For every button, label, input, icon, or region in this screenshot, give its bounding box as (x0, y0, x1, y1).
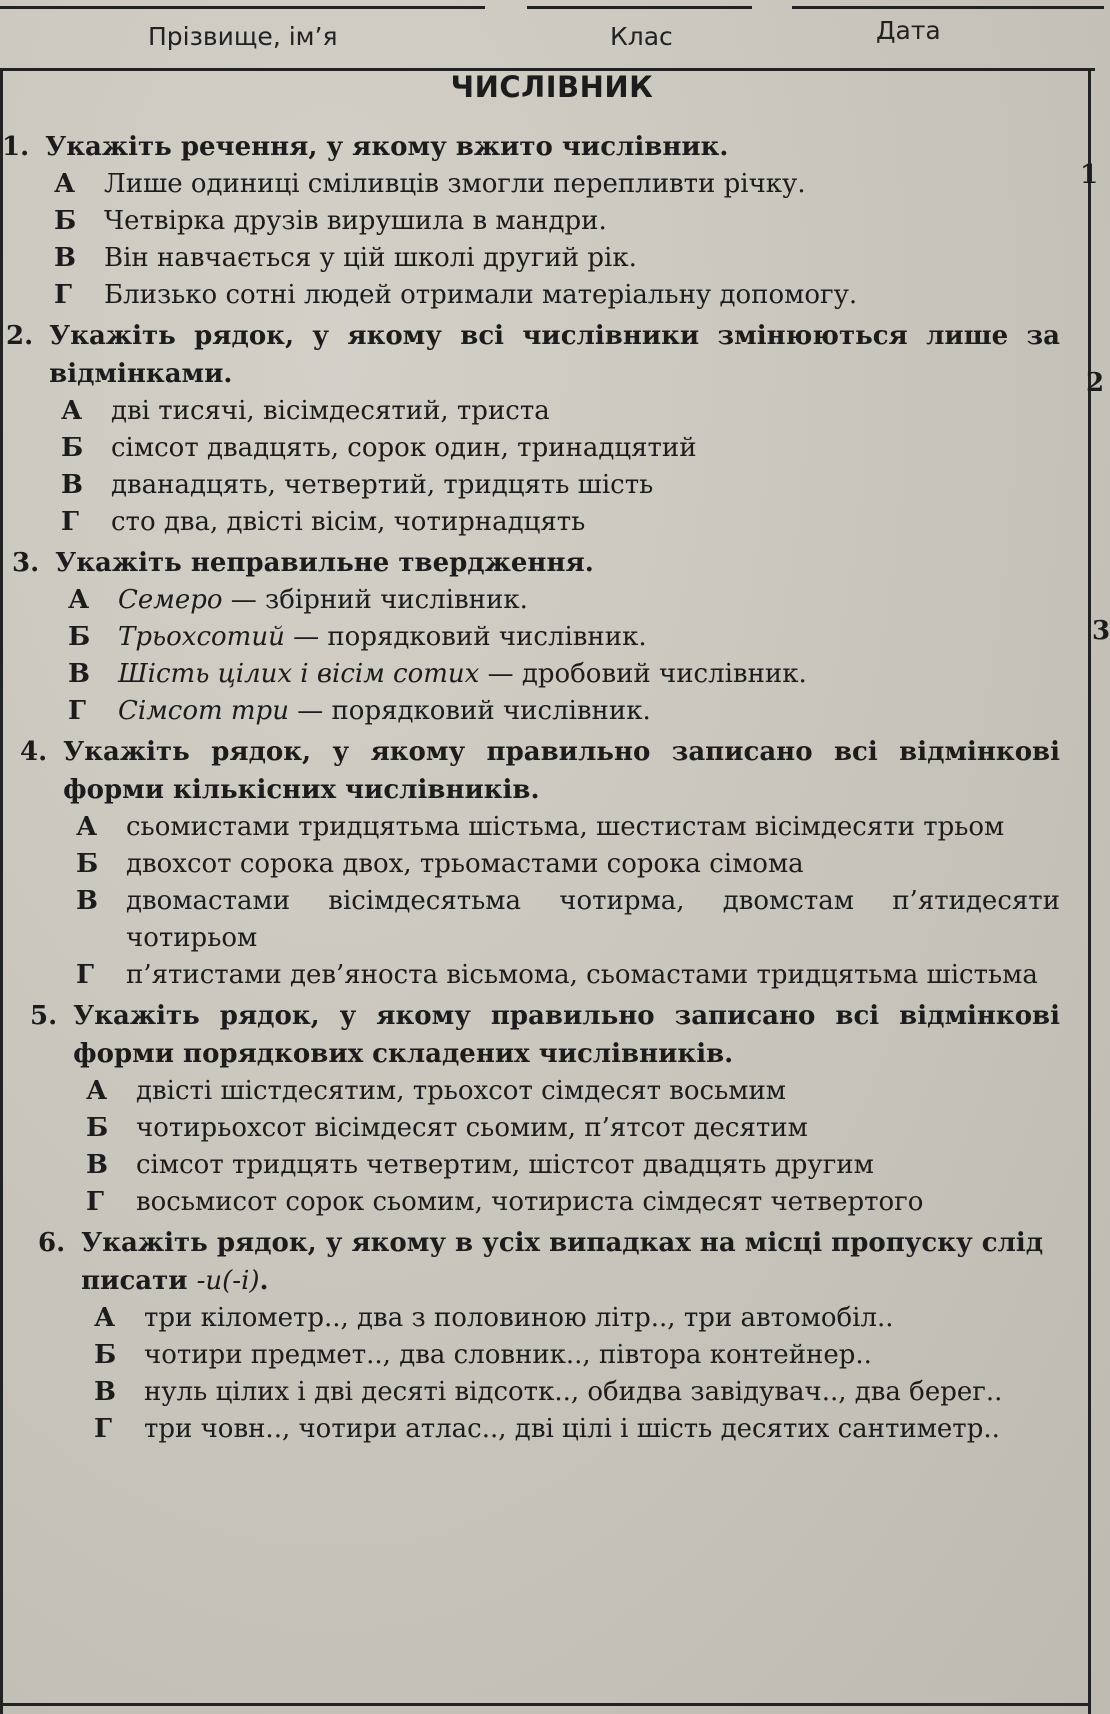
answer-option-h[interactable] (68, 693, 1060, 730)
answer-option-a[interactable] (61, 393, 1060, 430)
question-number: 3. (12, 548, 40, 578)
option-rest: — дробовий числівник. (479, 659, 807, 689)
option-letter: В (68, 659, 90, 689)
option-text: Лише одиниці сміливців змогли перепливти річку. (104, 169, 806, 199)
question-4 (0, 733, 1060, 994)
option-letter: Б (86, 1113, 109, 1143)
answer-option-v[interactable] (68, 656, 1060, 693)
date-field-label: Дата (876, 16, 941, 45)
answer-option-b[interactable] (61, 430, 1060, 467)
answer-option-v[interactable] (61, 467, 1060, 504)
answer-option-b[interactable] (86, 1110, 1060, 1147)
option-letter: Б (61, 433, 84, 463)
question-2 (0, 317, 1060, 541)
option-letter: А (86, 1076, 108, 1106)
answer-option-b[interactable] (94, 1337, 1060, 1374)
question-number: 6. (38, 1228, 66, 1258)
option-letter: Г (68, 696, 86, 726)
option-text: нуль цілих і дві десяті відсотк.., обидва завідувач.., два берег.. (144, 1377, 1003, 1407)
question-stem (20, 733, 1060, 809)
option-rest: — збірний числівник. (222, 585, 528, 615)
answer-option-a[interactable] (86, 1073, 1060, 1110)
option-rest: — порядковий числівник. (288, 696, 651, 726)
answer-option-v[interactable] (54, 240, 1060, 277)
option-letter: В (54, 243, 76, 273)
question-stem (38, 1224, 1060, 1300)
option-text: восьмисот сорок сьомим, чотириста сімдесят четвертого (136, 1187, 924, 1217)
question-stem (12, 544, 1060, 582)
answer-option-b[interactable] (76, 846, 1060, 883)
answer-option-v[interactable] (76, 883, 1060, 957)
option-text: двомастами вісімдесятьма чотирма, двомстам п’ятидесяти чотирьом (126, 886, 1060, 953)
option-text: чотирьохсот вісімдесят сьомим, п’ятсот десятим (136, 1113, 808, 1143)
name-field-label: Прізвище, ім’я (148, 22, 338, 51)
margin-number-2: 2 (1086, 368, 1105, 398)
margin-number-3: 3 (1092, 616, 1110, 646)
answer-option-a[interactable] (68, 582, 1060, 619)
question-number: 5. (30, 1001, 58, 1031)
option-text: сьомистами тридцятьма шістьма, шестистам вісімдесяти трьом (126, 812, 1005, 842)
answer-option-h[interactable] (86, 1184, 1060, 1221)
question-text: Укажіть речення, у якому вжито числівник. (45, 132, 729, 162)
option-text: Близько сотні людей отримали матеріальну допомогу. (104, 280, 858, 310)
option-letter: А (76, 812, 98, 842)
question-text-italic: -и(-і) (196, 1266, 260, 1296)
option-italic-term: Семеро (118, 585, 223, 615)
option-text: дванадцять, четвертий, тридцять шість (111, 470, 654, 500)
option-text: сімсот двадцять, сорок один, тринадцятий (111, 433, 697, 463)
option-text: Він навчається у цій школі другий рік. (104, 243, 637, 273)
page-frame-bottom (0, 1703, 1091, 1706)
option-text (118, 619, 1060, 656)
question-text: Укажіть рядок, у якому правильно записано всі відмінкові форми кількісних числівників. (63, 737, 1060, 805)
answer-option-a[interactable] (76, 809, 1060, 846)
option-italic-term: Сімсот три (118, 696, 289, 726)
option-letter: А (68, 585, 90, 615)
answer-option-a[interactable] (54, 166, 1060, 203)
class-field-label: Клас (610, 22, 673, 51)
option-rest: — порядковий числівник. (284, 622, 647, 652)
question-number: 1. (2, 132, 30, 162)
option-text: сто два, двісті вісім, чотирнадцять (111, 507, 586, 537)
option-letter: В (86, 1150, 108, 1180)
option-text: три кілометр.., два з половиною літр.., три автомобіл.. (144, 1303, 894, 1333)
answer-option-h[interactable] (54, 277, 1060, 314)
question-number: 4. (20, 737, 48, 767)
option-letter: А (61, 396, 83, 426)
question-stem (30, 997, 1060, 1073)
option-letter: Б (68, 622, 91, 652)
option-text (118, 582, 1060, 619)
option-text: двісті шістдесятим, трьохсот сімдесят восьмим (136, 1076, 786, 1106)
option-letter: Б (94, 1340, 117, 1370)
answer-option-h[interactable] (94, 1411, 1060, 1448)
margin-number-1: 1 (1080, 160, 1099, 190)
question-text-end: . (259, 1266, 269, 1296)
question-text: Укажіть рядок, у якому правильно записано всі відмінкові форми порядкових складених числівників. (73, 1001, 1060, 1069)
option-italic-term: Шість цілих і вісім сотих (118, 659, 480, 689)
option-letter: А (94, 1303, 116, 1333)
option-letter: Г (76, 960, 94, 990)
answer-option-v[interactable] (94, 1374, 1060, 1411)
answer-option-b[interactable] (54, 203, 1060, 240)
option-letter: Б (76, 849, 99, 879)
question-text: Укажіть рядок, у якому всі числівники змінюються лише за відмінками. (49, 321, 1060, 389)
option-letter: Г (54, 280, 72, 310)
answer-option-b[interactable] (68, 619, 1060, 656)
question-1 (0, 128, 1060, 314)
option-letter: В (61, 470, 83, 500)
option-italic-term: Трьохсотий (118, 622, 285, 652)
question-stem (2, 128, 1060, 166)
option-letter: В (76, 886, 98, 916)
questions-list (0, 128, 1060, 1451)
option-text: Четвірка друзів вирушила в мандри. (104, 206, 607, 236)
answer-option-v[interactable] (86, 1147, 1060, 1184)
question-number: 2. (6, 321, 34, 351)
answer-option-h[interactable] (61, 504, 1060, 541)
option-text: три човн.., чотири атлас.., дві цілі і шість десятих сантиметр.. (144, 1414, 1000, 1444)
student-info-header (0, 16, 1104, 62)
option-text (118, 693, 1060, 730)
question-3 (0, 544, 1060, 730)
option-text: двохсот сорока двох, трьомастами сорока сімома (126, 849, 804, 879)
question-5 (0, 997, 1060, 1221)
option-text: сімсот тридцять четвертим, шістсот двадцять другим (136, 1150, 874, 1180)
option-text: п’ятистами дев’яноста вісьмома, сьомастами тридцятьма шістьма (126, 960, 1038, 990)
option-letter: Б (54, 206, 77, 236)
worksheet-title: ЧИСЛІВНИК (450, 70, 654, 104)
answer-option-a[interactable] (94, 1300, 1060, 1337)
option-text (118, 656, 1060, 693)
question-6 (0, 1224, 1060, 1448)
option-letter: Г (86, 1187, 104, 1217)
page-frame-right (1088, 68, 1091, 1714)
question-text-main: Укажіть рядок, у якому в усіх випадках на місці пропуску слід писати (81, 1228, 1044, 1296)
question-text (81, 1224, 1060, 1300)
option-letter: В (94, 1377, 116, 1407)
answer-option-h[interactable] (76, 957, 1060, 994)
question-text: Укажіть неправильне твердження. (55, 548, 594, 578)
option-text: чотири предмет.., два словник.., півтора контейнер.. (144, 1340, 872, 1370)
option-text: дві тисячі, вісімдесятий, триста (111, 396, 550, 426)
option-letter: Г (94, 1414, 112, 1444)
option-letter: А (54, 169, 76, 199)
option-letter: Г (61, 507, 79, 537)
question-stem (6, 317, 1060, 393)
